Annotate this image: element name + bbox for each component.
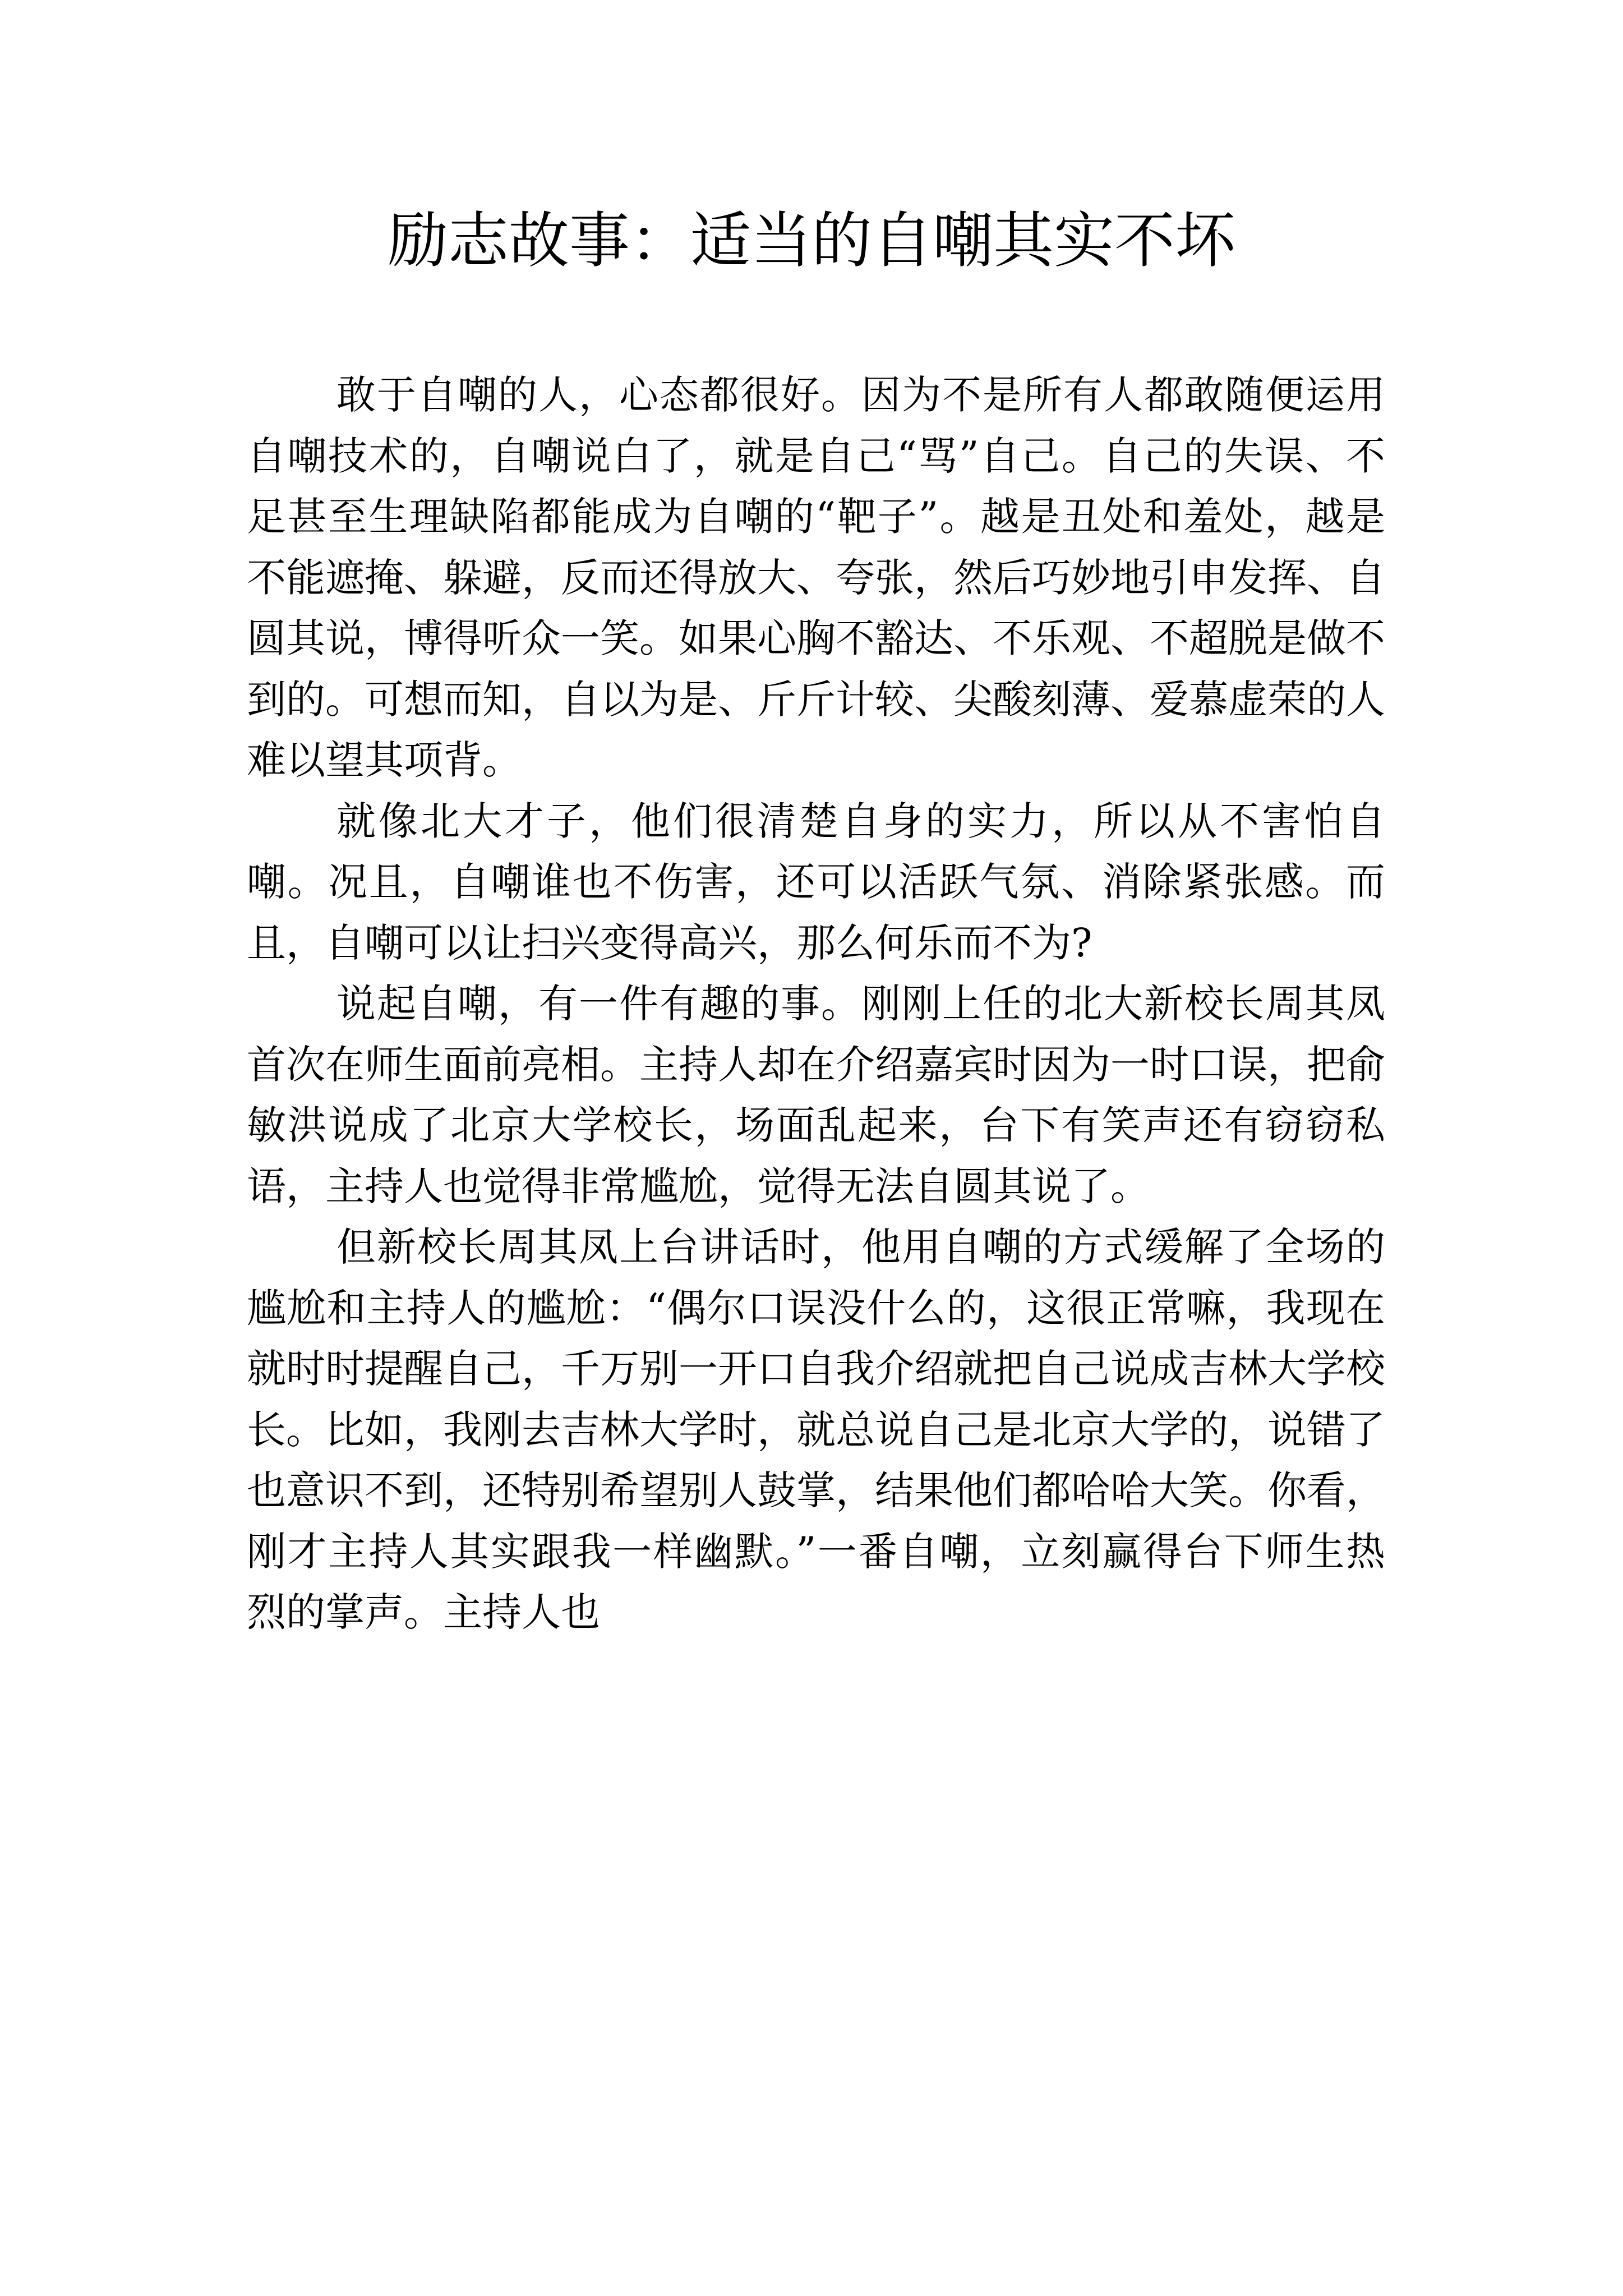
paragraph-1: 敢于自嘲的人，心态都很好。因为不是所有人都敢随便运用自嘲技术的，自嘲说白了，就是自己“骂”自己。自己的失误、不足甚至生理缺陷都能成为自嘲的“靶子”。越是丑处和羞处，越是不能遮掩、躲避，反而还得放大、夸张，然后巧妙地引申发挥、自圆其说，博得听众一笑。如果心胸不豁达、不乐观、不超脱是做不到的。可想而知，自以为是、斤斤计较、尖酸刻薄、爱慕虚荣的人难以望其项背。 — [247, 372, 1385, 783]
paragraph-3: 说起自嘲，有一件有趣的事。刚刚上任的北大新校长周其凤首次在师生面前亮相。主持人却在介绍嘉宾时因为一时口误，把俞敏洪说成了北京大学校长，场面乱起来，台下有笑声还有窃窃私语，主持人也觉得非常尴尬，觉得无法自圆其说了。 — [247, 981, 1385, 1209]
paragraph-2: 就像北大才子，他们很清楚自身的实力，所以从不害怕自嘲。况且，自嘲谁也不伤害，还可以活跃气氛、消除紧张感。而且，自嘲可以让扫兴变得高兴，那么何乐而不为? — [247, 798, 1385, 966]
document-title: 励志故事：适当的自嘲其实不坏 — [387, 206, 1235, 276]
document-body — [247, 365, 1385, 1643]
paragraph-4: 但新校长周其凤上台讲话时，他用自嘲的方式缓解了全场的尴尬和主持人的尴尬：“偶尔口误没什么的，这很正常嘛，我现在就时时提醒自己，千万别一开口自我介绍就把自己说成吉林大学校长。比如，我刚去吉林大学时，就总说自己是北京大学的，说错了也意识不到，还特别希望别人鼓掌，结果他们都哈哈大笑。你看，刚才主持人其实跟我一样幽默。”一番自嘲，立刻赢得台下师生热烈的掌声。主持人也 — [247, 1224, 1385, 1635]
